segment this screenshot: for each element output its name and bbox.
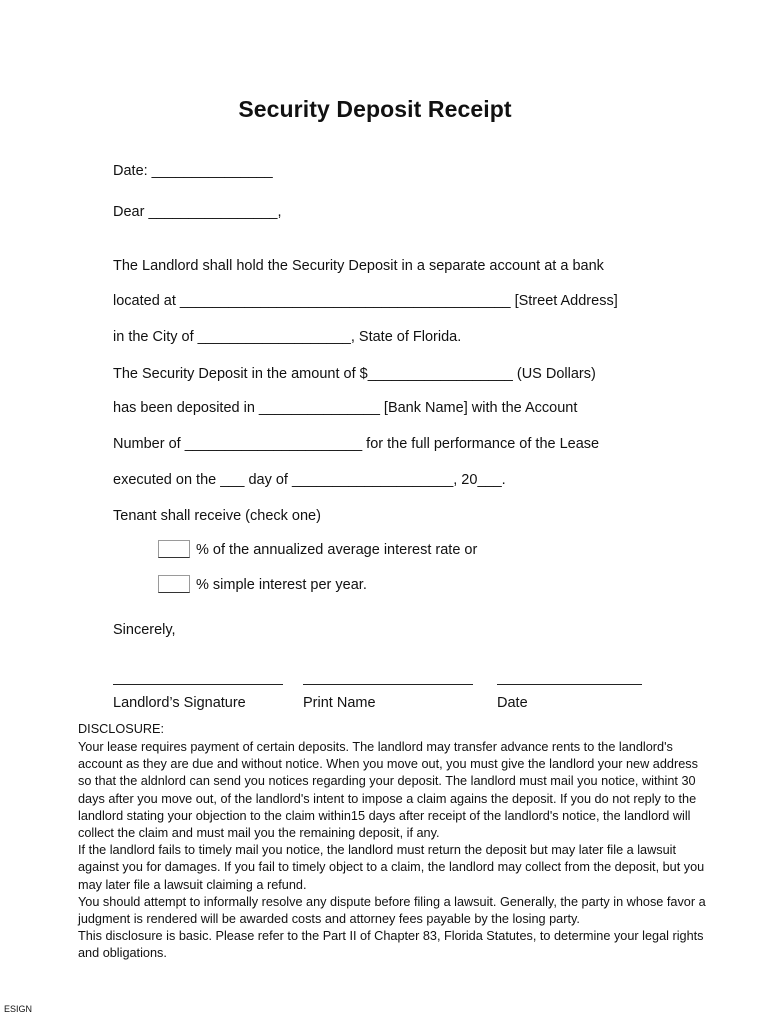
option-annualized-label: % of the annualized average interest rate or bbox=[196, 542, 478, 558]
disclosure-paragraph-3: You should attempt to informally resolve any dispute before filing a lawsuit. Generally, the party in whose favor a judgment is rendered will be awarded costs and attorney fees payable by the losing party. bbox=[78, 894, 706, 927]
disclosure-heading: DISCLOSURE: bbox=[78, 722, 165, 736]
disclosure-paragraph-1: Your lease requires payment of certain deposits. The landlord may transfer advance rents to the landlord's account as they are due and without notice. When you move out, you must give the landlord your new address so that the aldnlord can send you notices regarding your deposit. The landlord must mail you notice, withint 30 days after you move out, of the landlord's intent to impose a claim agains the deposit. If you do not reply to the landlord stating your objection to the claim within15 days after receipt of the landlord's notice, the landlord will collect the claim and must mail you the remaining deposit, if any. bbox=[78, 740, 698, 841]
body-line-1: The Landlord shall hold the Security Deposit in a separate account at a bank bbox=[113, 258, 604, 274]
disclosure-paragraph-4: This disclosure is basic. Please refer to the Part II of Chapter 83, Florida Statutes, to determine your legal rights and obligations. bbox=[78, 929, 704, 961]
esign-footer: ESIGN bbox=[4, 1004, 33, 1014]
body-line-amount: The Security Deposit in the amount of $__________________ (US Dollars) bbox=[113, 366, 596, 382]
closing: Sincerely, bbox=[113, 622, 176, 638]
option-annualized-row bbox=[158, 540, 477, 558]
dear-line: Dear ________________, bbox=[113, 204, 282, 220]
disclosure-paragraph-2: If the landlord fails to timely mail you notice, the landlord must return the deposit but may later file a lawsuit against you for damages. If you fail to timely object to a claim, the landlord may collect from the deposit, but you may later file a lawsuit claiming a refund. bbox=[78, 843, 705, 892]
date-label: Date bbox=[497, 695, 528, 711]
disclosure-body bbox=[78, 739, 706, 963]
body-line-executed: executed on the ___ day of ____________________, 20___. bbox=[113, 472, 506, 488]
document-title: Security Deposit Receipt bbox=[238, 96, 512, 122]
date-line: Date: _______________ bbox=[113, 163, 273, 179]
option-annualized-checkbox[interactable] bbox=[158, 540, 190, 558]
option-simple-checkbox[interactable] bbox=[158, 575, 190, 593]
body-line-account-number: Number of ______________________ for the full performance of the Lease bbox=[113, 436, 600, 452]
print-name-line[interactable] bbox=[303, 684, 473, 685]
body-line-bank: has been deposited in _______________ [Bank Name] with the Account bbox=[113, 400, 578, 416]
option-simple-label: % simple interest per year. bbox=[196, 577, 367, 593]
option-simple-row bbox=[158, 575, 367, 593]
landlord-signature-label: Landlord’s Signature bbox=[113, 695, 246, 711]
body-line-check-one: Tenant shall receive (check one) bbox=[113, 508, 321, 524]
landlord-signature-line[interactable] bbox=[113, 684, 283, 685]
body-line-street-address: located at _________________________________________ [Street Address] bbox=[113, 293, 618, 309]
date-signature-line[interactable] bbox=[497, 684, 642, 685]
body-line-city: in the City of ___________________, State of Florida. bbox=[113, 329, 462, 345]
print-name-label: Print Name bbox=[303, 695, 376, 711]
